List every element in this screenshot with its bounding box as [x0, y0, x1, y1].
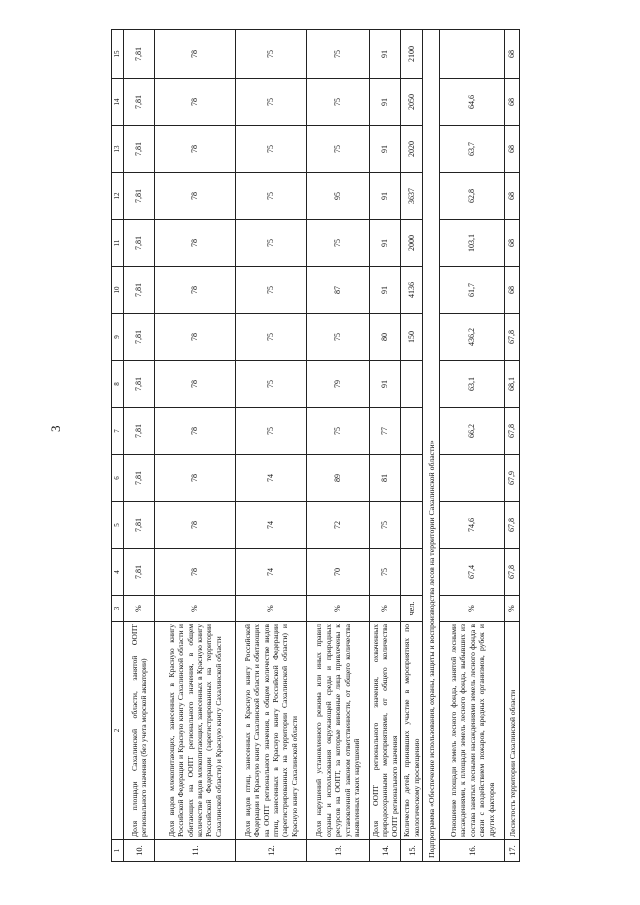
- value-cell: 79: [307, 361, 370, 408]
- value-cell: 78: [155, 30, 236, 79]
- page-number: 3: [48, 425, 63, 432]
- value-cell: 7,81: [124, 220, 155, 267]
- value-cell: 68: [505, 267, 520, 314]
- value-cell: 103,1: [440, 220, 505, 267]
- row-number: 16.: [440, 840, 505, 862]
- value-cell: 75: [236, 79, 307, 126]
- value-cell: 75: [236, 220, 307, 267]
- value-cell: 63,7: [440, 126, 505, 173]
- column-header: 2: [112, 622, 124, 840]
- row-number: 11.: [155, 840, 236, 862]
- value-cell: 7,81: [124, 126, 155, 173]
- value-cell: 72: [307, 502, 370, 549]
- indicators-table: [111, 29, 520, 862]
- indicator-description: Отношение площади земель лесного фонда, занятой лесными насаждениями, к площади земель лесного фонда, выбывших из состава занятых лесными насаждениями земель лесного фонда в связи с воздействием пожаров, вредных организмов, рубок и других факторов: [440, 622, 505, 840]
- value-cell: 78: [155, 549, 236, 596]
- value-cell: 7,81: [124, 408, 155, 455]
- value-cell: 7,81: [124, 455, 155, 502]
- value-cell: 3637: [401, 173, 423, 220]
- value-cell: 67,4: [440, 549, 505, 596]
- table-row: [505, 30, 520, 862]
- indicator-description: Доля площади Сахалинской области, занятой ООПТ регионального значения (без учета морской акватории): [124, 622, 155, 840]
- value-cell: 436,2: [440, 314, 505, 361]
- value-cell: 75: [236, 361, 307, 408]
- value-cell: 75: [236, 314, 307, 361]
- value-cell: [401, 455, 423, 502]
- value-cell: 91: [370, 220, 401, 267]
- value-cell: 68: [505, 126, 520, 173]
- column-header: 4: [112, 549, 124, 596]
- unit-cell: %: [236, 596, 307, 622]
- table-row: [155, 30, 236, 862]
- value-cell: 61,7: [440, 267, 505, 314]
- rotated-table-container: [111, 32, 611, 862]
- value-cell: 7,81: [124, 502, 155, 549]
- value-cell: 68,1: [505, 361, 520, 408]
- value-cell: 7,81: [124, 30, 155, 79]
- value-cell: 78: [155, 314, 236, 361]
- value-cell: 70: [307, 549, 370, 596]
- value-cell: 75: [236, 126, 307, 173]
- value-cell: 78: [155, 173, 236, 220]
- value-cell: 95: [307, 173, 370, 220]
- value-cell: 89: [307, 455, 370, 502]
- unit-cell: %: [307, 596, 370, 622]
- value-cell: 78: [155, 502, 236, 549]
- column-header: 7: [112, 408, 124, 455]
- value-cell: 75: [307, 30, 370, 79]
- value-cell: [401, 549, 423, 596]
- value-cell: 2100: [401, 30, 423, 79]
- column-header: 8: [112, 361, 124, 408]
- row-number: 17.: [505, 840, 520, 862]
- value-cell: 75: [307, 408, 370, 455]
- row-number: 12.: [236, 840, 307, 862]
- indicator-description: Лесистость территории Сахалинской области: [505, 622, 520, 840]
- value-cell: 2000: [401, 220, 423, 267]
- column-header: 15: [112, 30, 124, 79]
- value-cell: 75: [307, 314, 370, 361]
- value-cell: 7,81: [124, 79, 155, 126]
- value-cell: 77: [370, 408, 401, 455]
- column-header: 9: [112, 314, 124, 361]
- value-cell: 66,2: [440, 408, 505, 455]
- column-header: 5: [112, 502, 124, 549]
- value-cell: 81: [370, 455, 401, 502]
- value-cell: [440, 30, 505, 79]
- value-cell: 68: [505, 220, 520, 267]
- column-header: 14: [112, 79, 124, 126]
- value-cell: 91: [370, 30, 401, 79]
- value-cell: 2020: [401, 126, 423, 173]
- value-cell: 68: [505, 173, 520, 220]
- column-header: 12: [112, 173, 124, 220]
- unit-cell: %: [124, 596, 155, 622]
- value-cell: 75: [307, 79, 370, 126]
- value-cell: 91: [370, 79, 401, 126]
- value-cell: 2050: [401, 79, 423, 126]
- value-cell: [401, 361, 423, 408]
- value-cell: 78: [155, 408, 236, 455]
- value-cell: 63,1: [440, 361, 505, 408]
- value-cell: 150: [401, 314, 423, 361]
- column-header: 11: [112, 220, 124, 267]
- value-cell: 91: [370, 173, 401, 220]
- value-cell: 87: [307, 267, 370, 314]
- value-cell: 7,81: [124, 314, 155, 361]
- table-row: [124, 30, 155, 862]
- column-header: 3: [112, 596, 124, 622]
- table-row: [440, 30, 505, 862]
- value-cell: 7,81: [124, 549, 155, 596]
- value-cell: 75: [236, 408, 307, 455]
- value-cell: 78: [155, 220, 236, 267]
- value-cell: 7,81: [124, 173, 155, 220]
- value-cell: 75: [236, 267, 307, 314]
- table-row: [307, 30, 370, 862]
- value-cell: 74,6: [440, 502, 505, 549]
- column-header: 1: [112, 840, 124, 862]
- row-number: 13.: [307, 840, 370, 862]
- value-cell: 4136: [401, 267, 423, 314]
- value-cell: 78: [155, 361, 236, 408]
- value-cell: 7,81: [124, 361, 155, 408]
- unit-cell: чел.: [401, 596, 423, 622]
- value-cell: 67,8: [505, 502, 520, 549]
- value-cell: 68: [505, 79, 520, 126]
- value-cell: 91: [370, 361, 401, 408]
- section-row: [423, 30, 440, 862]
- value-cell: 91: [370, 267, 401, 314]
- indicator-description: Доля ООПТ регионального значения, охваченных природоохранными мероприятиями, от общего количества ООПТ регионального значения: [370, 622, 401, 840]
- table-row: [236, 30, 307, 862]
- indicator-description: Доля видов млекопитающих, занесенных в Красную книгу Российской Федерации и Красную книгу Сахалинской области и обитающих на ООПТ регионального значения, в общем количестве видов млекопитающих, занесенных в Красную книгу Российской Федерации (зарегистрированных на территории Сахалинской области) и Красную книгу Сахалинской области: [155, 622, 236, 840]
- value-cell: 68: [505, 30, 520, 79]
- value-cell: 74: [236, 502, 307, 549]
- value-cell: 78: [155, 267, 236, 314]
- column-header: 13: [112, 126, 124, 173]
- column-header: 10: [112, 267, 124, 314]
- indicator-description: Количество детей, принявших участие в мероприятиях по экологическому просвещению: [401, 622, 423, 840]
- value-cell: 74: [236, 549, 307, 596]
- value-cell: 75: [236, 173, 307, 220]
- table-body: [124, 30, 520, 862]
- value-cell: 78: [155, 79, 236, 126]
- unit-cell: %: [440, 596, 505, 622]
- value-cell: 75: [307, 220, 370, 267]
- unit-cell: %: [370, 596, 401, 622]
- value-cell: 75: [307, 126, 370, 173]
- value-cell: 67,8: [505, 314, 520, 361]
- row-number: 10.: [124, 840, 155, 862]
- table-row: [401, 30, 423, 862]
- value-cell: 75: [236, 30, 307, 79]
- header-row: [112, 30, 124, 862]
- value-cell: 75: [370, 549, 401, 596]
- table-row: [370, 30, 401, 862]
- value-cell: 64,6: [440, 79, 505, 126]
- value-cell: 91: [370, 126, 401, 173]
- section-title: Подпрограмма «Обеспечение использования, охраны, защиты и воспроизводства лесов на территории Сахалинской области»: [423, 30, 440, 862]
- value-cell: [401, 408, 423, 455]
- value-cell: 74: [236, 455, 307, 502]
- row-number: 15.: [401, 840, 423, 862]
- unit-cell: %: [155, 596, 236, 622]
- value-cell: 80: [370, 314, 401, 361]
- value-cell: 67,8: [505, 408, 520, 455]
- value-cell: 7,81: [124, 267, 155, 314]
- value-cell: 75: [370, 502, 401, 549]
- indicator-description: Доля видов птиц, занесенных в Красную книгу Российской Федерации и Красную книгу Сахалинской области и обитающих на ООПТ регионального значения, в общем количестве видов птиц, занесенных в Красную книгу Российской Федерации (зарегистрированных на территории Сахалинской области) и Красную книгу Сахалинской области: [236, 622, 307, 840]
- column-header: 6: [112, 455, 124, 502]
- value-cell: [440, 455, 505, 502]
- row-number: 14.: [370, 840, 401, 862]
- value-cell: 78: [155, 455, 236, 502]
- value-cell: 78: [155, 126, 236, 173]
- value-cell: 62,8: [440, 173, 505, 220]
- indicator-description: Доля нарушений установленного режима или иных правил охраны и использования окружающей среды и природных ресурсов на ООПТ, за которые виновные лица привлечены к установленной законом ответственности, от общего количества выявленных таких нарушений: [307, 622, 370, 840]
- value-cell: 67,8: [505, 549, 520, 596]
- value-cell: [401, 502, 423, 549]
- unit-cell: %: [505, 596, 520, 622]
- value-cell: 67,9: [505, 455, 520, 502]
